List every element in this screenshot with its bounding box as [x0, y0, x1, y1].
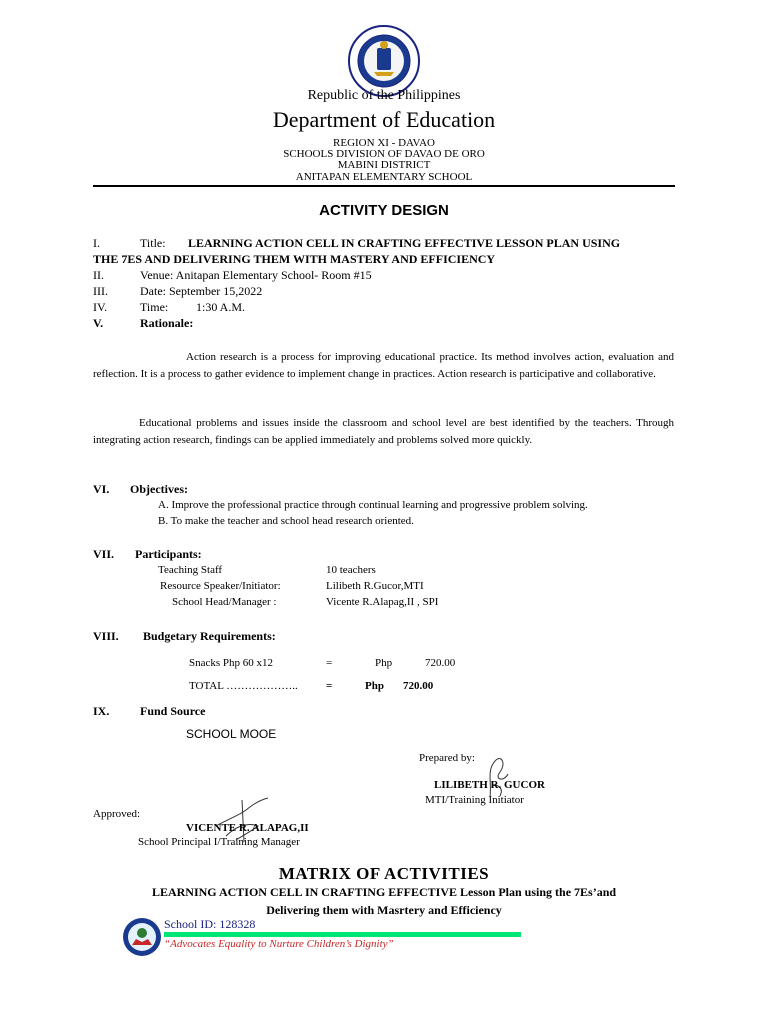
objective-b: B. To make the teacher and school head research oriented. — [158, 515, 414, 527]
fund-label: Fund Source — [140, 704, 206, 718]
district-line: MABINI DISTRICT — [337, 159, 431, 171]
prepared-name: LILIBETH R. GUCOR — [434, 779, 545, 791]
participant-name: Vicente R.Alapag,II , SPI — [326, 596, 439, 608]
title-label: Title: — [140, 236, 166, 250]
deped-seal-graphic — [347, 24, 421, 98]
school-line: ANITAPAN ELEMENTARY SCHOOL — [295, 171, 473, 183]
title-line-2: THE 7ES AND DELIVERING THEM WITH MASTERY AND EFFICIENCY — [93, 252, 496, 266]
approved-label: Approved: — [93, 808, 141, 820]
snacks-amount: 720.00 — [425, 657, 456, 669]
objectives-label: Objectives: — [130, 482, 188, 496]
time-num: IV. — [93, 300, 108, 314]
participant-role: Resource Speaker/Initiator: — [160, 580, 281, 592]
doc-title: ACTIVITY DESIGN — [319, 202, 449, 219]
region-line: REGION XI - DAVAO — [333, 137, 435, 149]
participants-label: Participants: — [135, 547, 202, 561]
participant-role: Teaching Staff — [158, 564, 223, 576]
footer-id-block — [164, 917, 255, 931]
fund-value: SCHOOL MOOE — [186, 727, 277, 741]
rationale-label: Rationale: — [140, 316, 194, 330]
budget-num: VIII. — [93, 629, 119, 643]
time-label: Time: — [140, 300, 169, 314]
objective-a: A. Improve the professional practice through continual learning and progressive problem solving. — [158, 499, 588, 511]
footer-accent-bar — [164, 932, 521, 937]
total-equals: = — [326, 680, 333, 692]
school-id-label: School ID: — [164, 917, 217, 931]
school-motto: “Advocates Equality to Nurture Children’s Dignity” — [164, 938, 394, 950]
rationale-paragraph-1: Action research is a process for improving educational practice. Its method involves action, evaluation and reflection. It is a process to gather evidence to implement change in practices. Action research is participative and collaborative. — [93, 351, 674, 380]
title-line-1: LEARNING ACTION CELL IN CRAFTING EFFECTIVE LESSON PLAN USING — [188, 236, 621, 250]
snacks-currency: Php — [375, 657, 393, 669]
rationale-paragraph-2: Educational problems and issues inside the classroom and school level are best identified by the teachers. Through integrating action research, findings can be applied immediately and problems solved more quickly. — [93, 417, 674, 446]
approved-name: VICENTE R. ALAPAG,II — [186, 822, 309, 834]
header-divider — [93, 185, 675, 187]
participant-role: School Head/Manager : — [172, 596, 277, 608]
budget-label: Budgetary Requirements: — [143, 629, 276, 643]
school-logo-graphic — [122, 917, 162, 957]
participants-num: VII. — [93, 547, 115, 561]
matrix-subtitle-line-2: Delivering them with Masrtery and Efficiency — [266, 903, 502, 917]
snacks-equals: = — [326, 657, 333, 669]
participant-name: 10 teachers — [326, 564, 376, 576]
total-amount: 720.00 — [403, 680, 434, 692]
title-num: I. — [93, 236, 100, 250]
republic-line: Republic of the Philippines — [307, 88, 461, 103]
fund-num: IX. — [93, 704, 110, 718]
school-logo — [122, 917, 162, 957]
objectives-num: VI. — [93, 482, 110, 496]
school-id-value: 128328 — [219, 917, 256, 931]
date-num: III. — [93, 284, 108, 298]
venue-text: Venue: Anitapan Elementary School- Room #15 — [140, 268, 372, 282]
venue-num: II. — [93, 268, 104, 282]
date-text: Date: September 15,2022 — [140, 284, 263, 298]
matrix-subtitle-line-1 — [0, 885, 768, 899]
matrix-subtitle-caps: LEARNING ACTION CELL IN CRAFTING EFFECTIVE — [151, 885, 457, 899]
total-item: TOTAL ……………….. — [189, 680, 298, 692]
division-line: SCHOOLS DIVISION OF DAVAO DE ORO — [283, 148, 485, 160]
snacks-item: Snacks Php 60 x12 — [189, 657, 274, 669]
department-name: Department of Education — [272, 107, 496, 132]
time-value: 1:30 A.M. — [196, 300, 246, 314]
rationale-num: V. — [93, 316, 104, 330]
prepared-title: MTI/Training Initiator — [425, 794, 524, 806]
prepared-label: Prepared by: — [419, 752, 475, 764]
matrix-title: MATRIX OF ACTIVITIES — [278, 864, 490, 883]
participant-name: Lilibeth R.Gucor,MTI — [326, 580, 424, 592]
matrix-subtitle-rest: Lesson Plan using the 7Es’and — [457, 885, 617, 899]
deped-seal — [347, 24, 421, 98]
total-currency: Php — [365, 680, 384, 692]
approved-title: School Principal I/Training Manager — [138, 836, 300, 848]
